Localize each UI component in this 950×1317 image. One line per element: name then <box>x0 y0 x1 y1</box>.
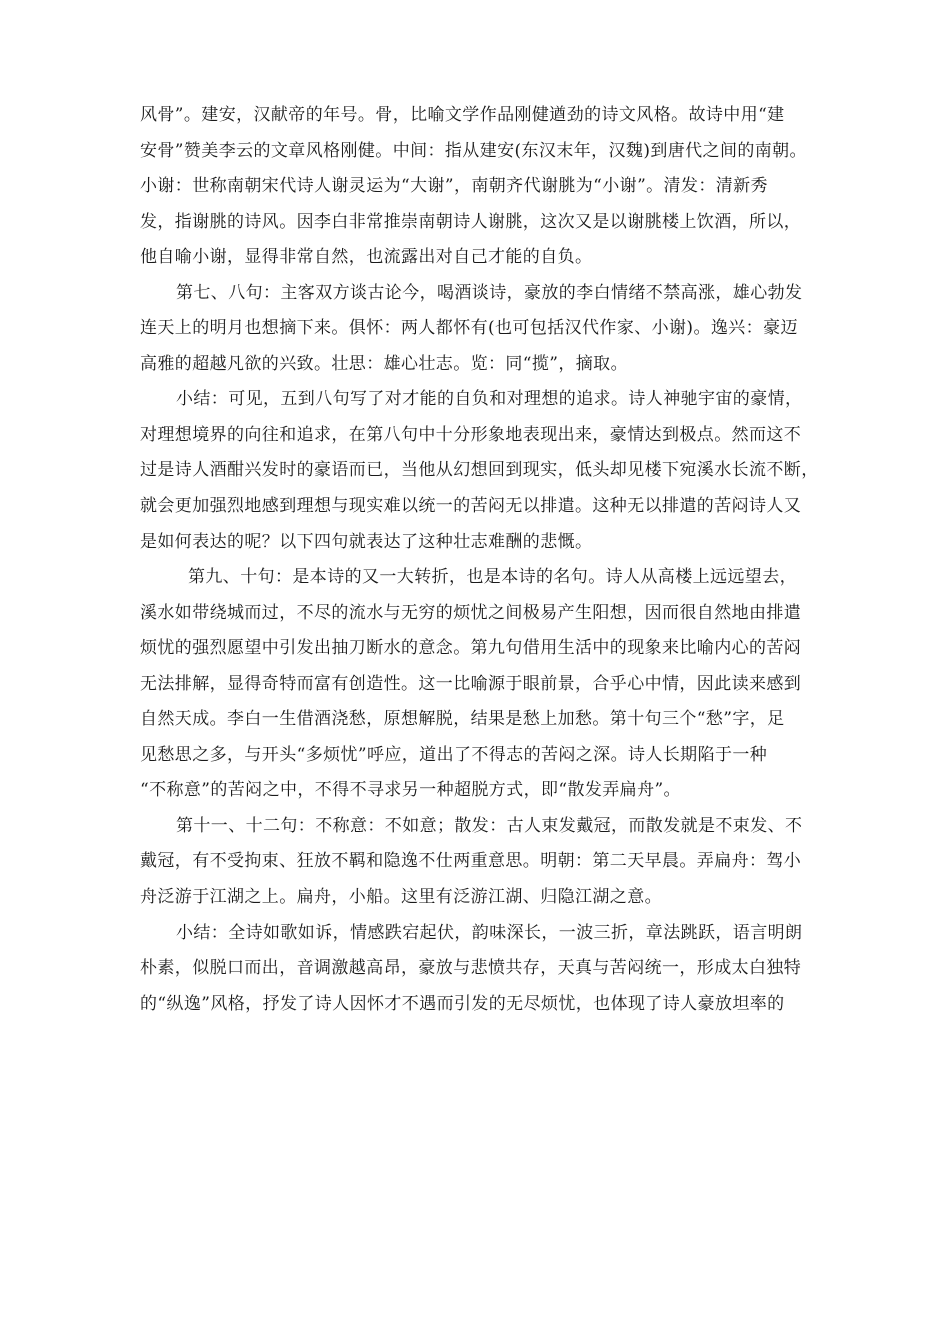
paragraph-start-line: 第九、十句：是本诗的又一大转折，也是本诗的名句。诗人从高楼上远远望去， <box>188 567 797 588</box>
text-line: 连天上的明月也想摘下来。俱怀：两人都怀有(也可包括汉代作家、小谢)。逸兴：豪迈 <box>140 318 798 339</box>
text-line: 高雅的超越凡欲的兴致。壮思：雄心壮志。览：同“揽”，摘取。 <box>140 353 628 374</box>
paragraph-start-line: 小结：可见，五到八句写了对才能的自负和对理想的追求。诗人神驰宇宙的豪情， <box>176 389 803 410</box>
text-line: 风骨”。建安，汉献帝的年号。骨，比喻文学作品刚健遒劲的诗文风格。故诗中用“建 <box>140 105 785 125</box>
text-line: 戴冠，有不受拘束、狂放不羁和隐逸不仕两重意思。明朝：第二天早晨。弄扁舟：驾小 <box>140 851 802 872</box>
paragraph-start-line: 小结：全诗如歌如诉，情感跌宕起伏，韵味深长，一波三折，章法跳跃，语言明朗 <box>176 922 803 943</box>
text-line: 舟泛游于江湖之上。扁舟，小船。这里有泛游江湖、归隐江湖之意。 <box>140 887 662 908</box>
text-line: 对理想境界的向往和追求，在第八句中十分形象地表现出来，豪情达到极点。然而这不 <box>140 424 802 445</box>
text-line: 就会更加强烈地感到理想与现实难以统一的苦闷无以排遣。这种无以排遣的苦闷诗人又 <box>140 496 802 517</box>
text-line: 小谢：世称南朝宋代诗人谢灵运为“大谢”，南朝齐代谢朓为“小谢”。清发：清新秀 <box>140 176 768 197</box>
text-line: 自然天成。李白一生借酒浇愁，原想解脱，结果是愁上加愁。第十句三个“愁”字，足 <box>140 709 785 730</box>
text-line: 安骨”赞美李云的文章风格刚健。中间：指从建安(东汉末年，汉魏)到唐代之间的南朝。 <box>140 140 807 161</box>
text-line: 朴素，似脱口而出，音调激越高昂，豪放与悲愤共存，天真与苦闷统一，形成太白独特 <box>140 958 802 979</box>
text-line: 的“纵逸”风格，抒发了诗人因怀才不遇而引发的无尽烦忧，也体现了诗人豪放坦率的 <box>140 993 785 1014</box>
paragraph-start-line: 第十一、十二句：不称意：不如意；散发：古人束发戴冠，而散发就是不束发、不 <box>176 815 803 836</box>
text-line: 烦忧的强烈愿望中引发出抽刀断水的意念。第九句借用生活中的现象来比喻内心的苦闷 <box>140 638 802 659</box>
text-line: 溪水如带绕城而过，不尽的流水与无穷的烦忧之间极易产生阳想，因而很自然地由排遣 <box>140 602 802 623</box>
paragraph-start-line: 第七、八句：主客双方谈古论今，喝酒谈诗，豪放的李白情绪不禁高涨，雄心勃发 <box>176 282 803 303</box>
text-line: “不称意”的苦闷之中，不得不寻求另一种超脱方式，即“散发弄扁舟”。 <box>140 780 681 801</box>
text-line: 他自喻小谢，显得非常自然，也流露出对自己才能的自负。 <box>140 247 593 268</box>
text-line: 发，指谢朓的诗风。因李白非常推崇南朝诗人谢朓，这次又是以谢朓楼上饮酒，所以， <box>140 211 802 232</box>
text-line: 过是诗人酒酣兴发时的豪语而已，当他从幻想回到现实，低头却见楼下宛溪水长流不断， <box>140 460 819 481</box>
text-line: 见愁思之多，与开头“多烦忧”呼应，道出了不得志的苦闷之深。诗人长期陷于一种 <box>140 744 768 765</box>
document-page <box>140 98 840 1022</box>
text-line: 无法排解，显得奇特而富有创造性。这一比喻源于眼前景，合乎心中情，因此读来感到 <box>140 673 802 694</box>
text-line: 是如何表达的呢？以下四句就表达了这种壮志难酬的悲慨。 <box>140 531 593 552</box>
